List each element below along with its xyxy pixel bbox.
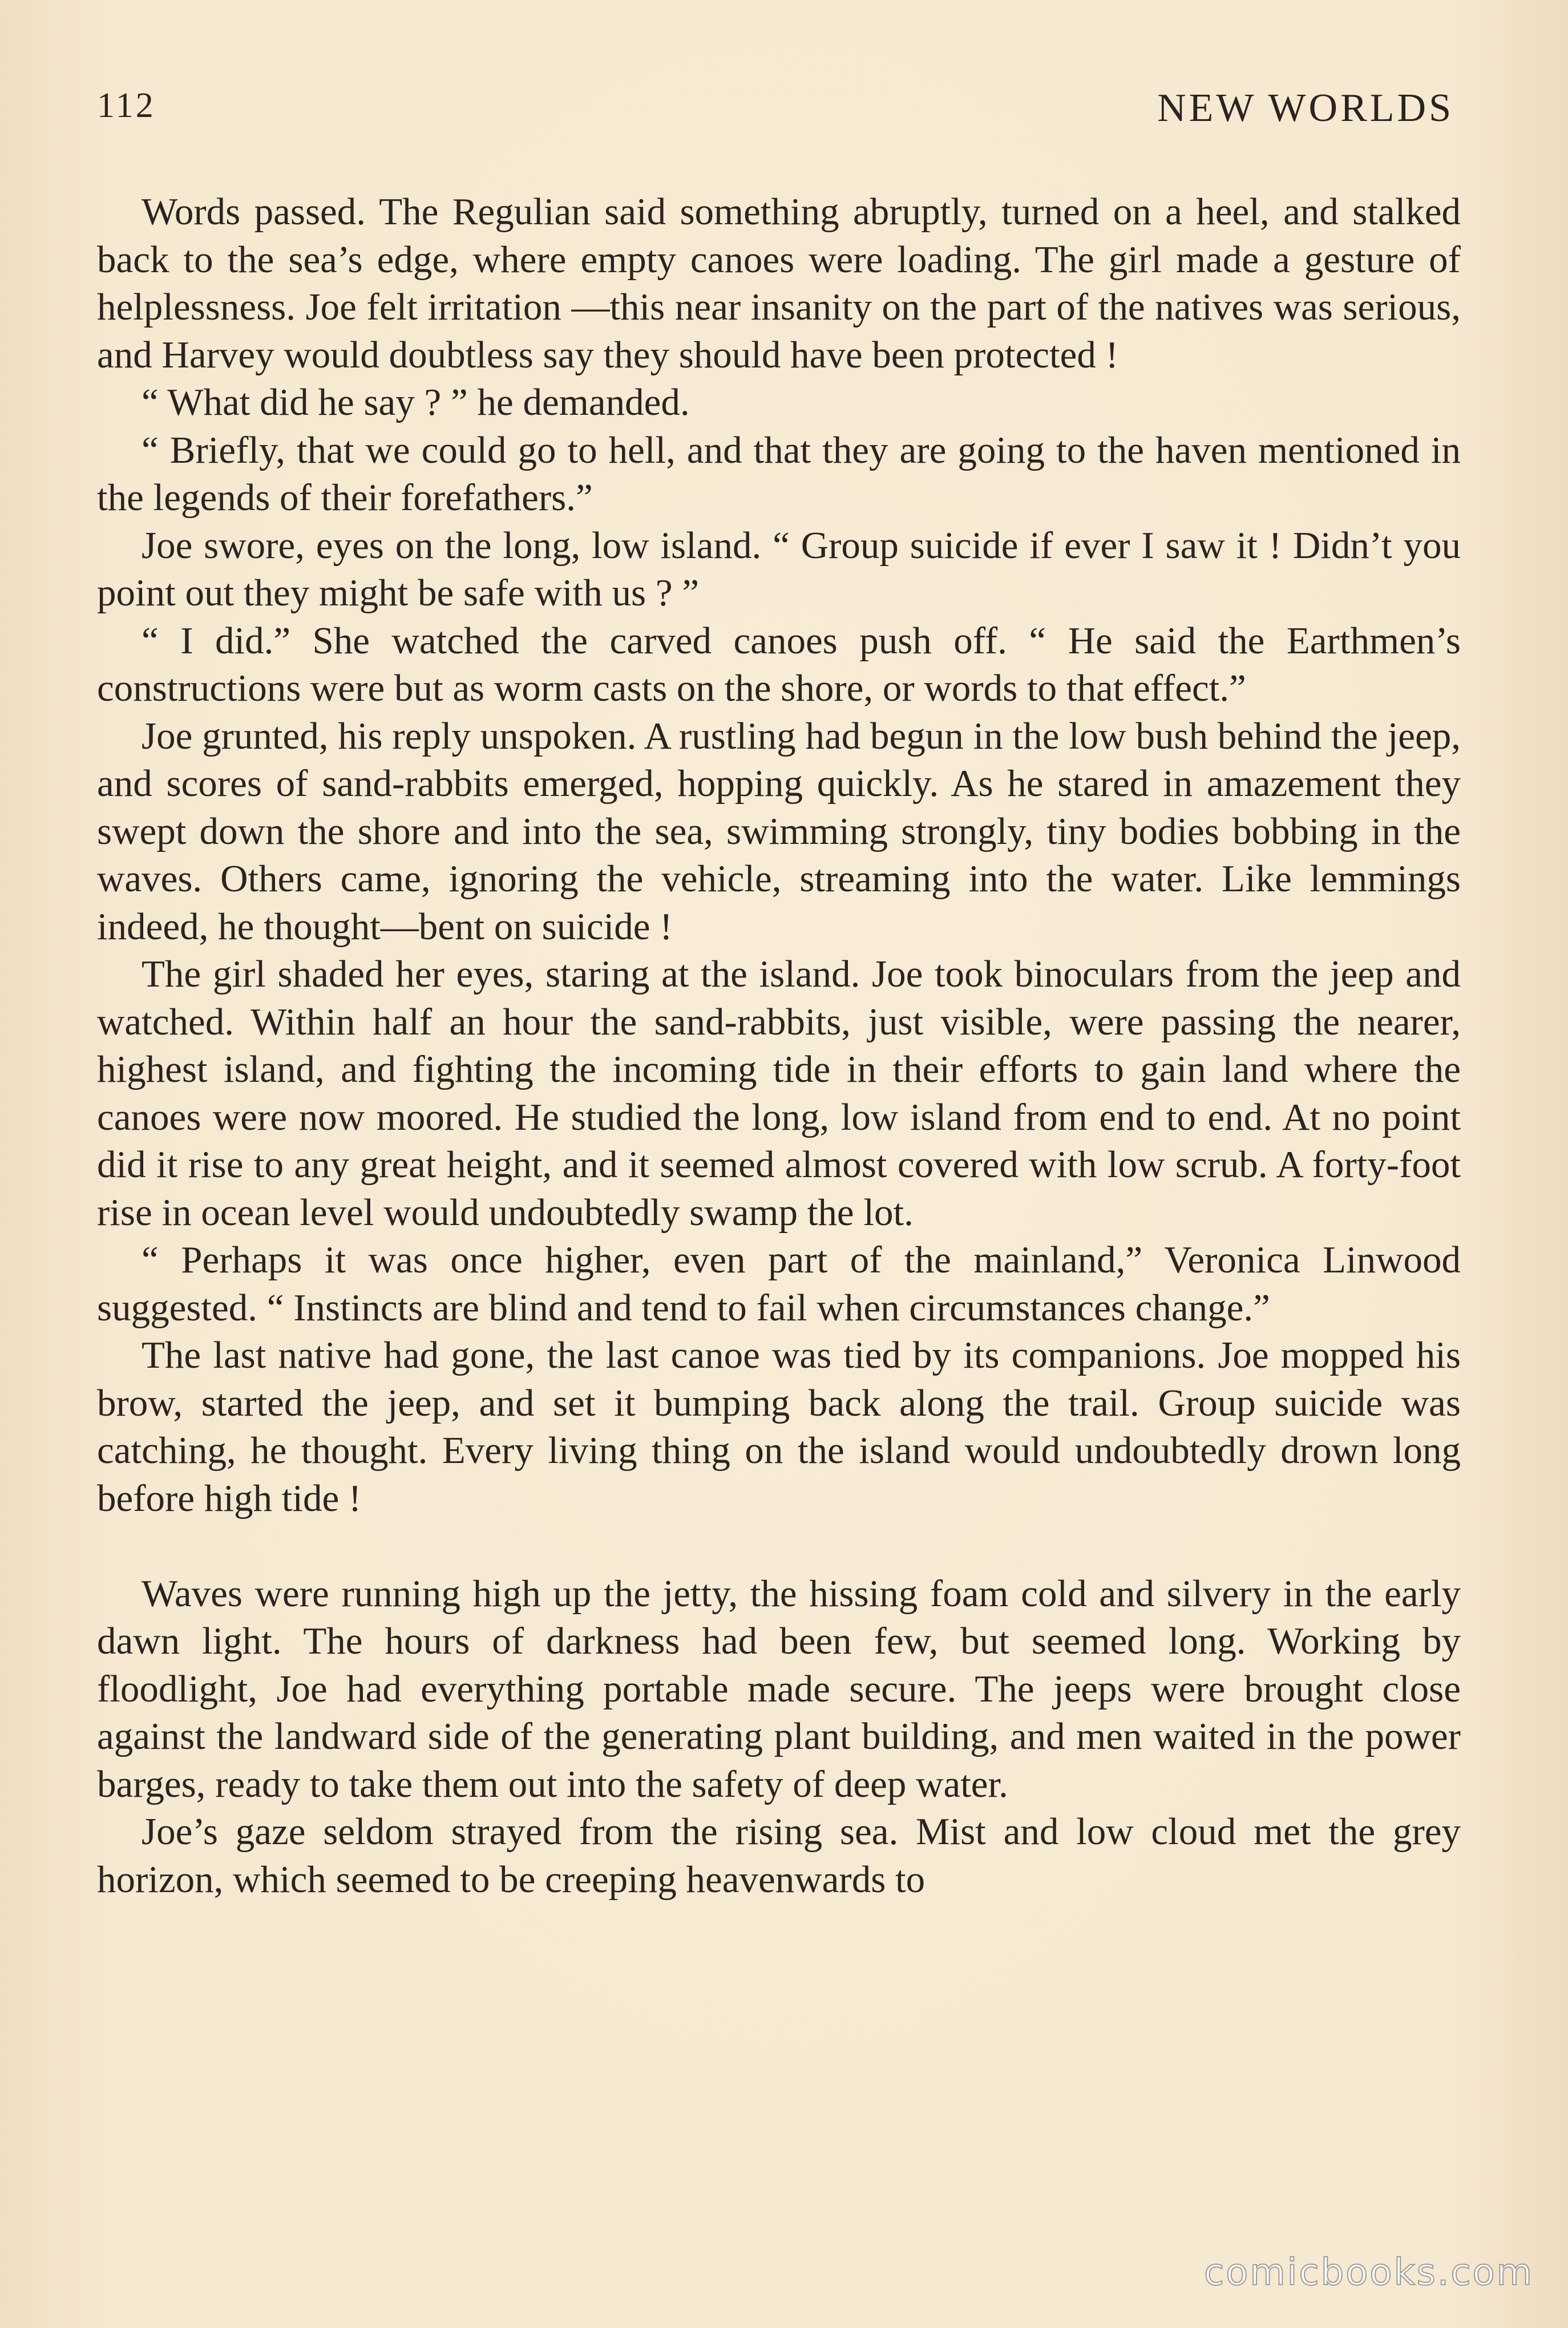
paragraph: The girl shaded her eyes, staring at the island. Joe took binoculars from the jeep and watched. Within half an hour the sand-rabbits, just visible, were passing the nearer, highest island, and fighting the incoming tide in their efforts to gain land where the canoes were now moored. He studied the long, low island from end to end. At no point did it rise to any great height, and it seemed almost covered with low scrub. A forty-foot rise in ocean level would undoubtedly swamp the lot. [97, 953, 1461, 1234]
running-head: NEW WORLDS [1157, 86, 1454, 130]
body-text [97, 188, 1461, 1903]
paragraph: Words passed. The Regulian said something abruptly, turned on a heel, and stalked back to the sea’s edge, where empty canoes were loading. The girl made a gesture of helplessness. Joe felt irritation —this near insanity on the part of the natives was serious, and Harvey would doubtless say they should have been protected ! [97, 191, 1461, 376]
page-header [97, 86, 1454, 148]
paragraph: Joe grunted, his reply unspoken. A rustling had begun in the low bush behind the jeep, and scores of sand-rabbits emerged, hopping quickly. As he stared in amazement they swept down the shore and into the sea, swimming strongly, tiny bodies bobbing in the waves. Others came, ignoring the vehicle, streaming into the water. Like lemmings indeed, he thought—bent on suicide ! [97, 714, 1461, 948]
paragraph: “ I did.” She watched the carved canoes push off. “ He said the Earthmen’s constructions were but as worm casts on the shore, or words to that effect.” [97, 619, 1461, 709]
paragraph: Waves were running high up the jetty, the hissing foam cold and silvery in the early dawn light. The hours of darkness had been few, but seemed long. Working by floodlight, Joe had everything portable made secure. The jeeps were brought close against the landward side of the generating plant building, and men waited in the power barges, ready to take them out into the safety of deep water. [97, 1572, 1461, 1805]
paragraph: “ What did he say ? ” he demanded. [142, 381, 690, 423]
paragraph: Joe swore, eyes on the long, low island. “ Group suicide if ever I saw it ! Didn’t you point out they might be safe with us ? ” [97, 524, 1461, 614]
paragraph: “ Perhaps it was once higher, even part of the mainland,” Veronica Linwood suggested. “ Instincts are blind and tend to fail when circumstances change.” [97, 1239, 1461, 1329]
paragraph: The last native had gone, the last canoe was tied by its companions. Joe mopped his brow, started the jeep, and set it bumping back along the trail. Group suicide was catching, he thought. Every living thing on the island would undoubtedly drown long before high tide ! [97, 1334, 1461, 1519]
paragraph: “ Briefly, that we could go to hell, and that they are going to the haven mentioned in the legends of their forefathers.” [97, 429, 1461, 519]
paragraph: Joe’s gaze seldom strayed from the rising sea. Mist and low cloud met the grey horizon, which seemed to be creeping heavenwards to [97, 1810, 1461, 1901]
page-number: 112 [97, 86, 156, 125]
watermark: comicbooks.com [1203, 2252, 1534, 2294]
